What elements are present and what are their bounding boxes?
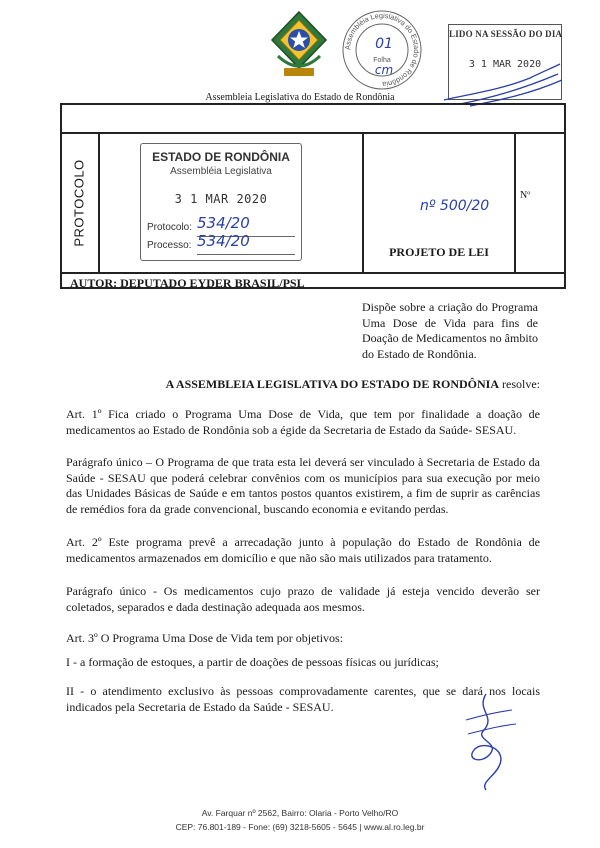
article-3-item-i: I - a formação de estoques, a partir de doações de pessoas físicas ou jurídicas; <box>66 655 439 669</box>
document-type: PROJETO DE LEI <box>389 245 489 259</box>
coat-of-arms-emblem <box>268 10 330 84</box>
folha-stamp-ring-text: Assembléia Legislativa do Estado de Rondônia <box>342 10 422 90</box>
protocolo-label: Protocolo: <box>147 222 193 233</box>
processo-underline <box>197 254 295 255</box>
protocol-stamp-date: 3 1 MAR 2020 <box>174 192 268 206</box>
frame-divider-left <box>98 132 100 273</box>
footer-address: Av. Farquar nº 2562, Bairro: Olaria - Porto Velho/RO <box>201 808 399 818</box>
preamble-rest: resolve: <box>499 377 540 391</box>
preamble-bold: A ASSEMBLEIA LEGISLATIVA DO ESTADO DE RONDÔNIA <box>165 377 499 391</box>
frame-divider-bottom <box>60 272 566 274</box>
article-1: Art. 1º Fica criado o Programa Uma Dose de Vida, que tem por finalidade a doação de medicamentos ao Estado de Rondônia sob a égide da Secretaria de Estado da Saúde- SESAU. <box>66 407 540 437</box>
folha-initials: cm <box>374 63 394 77</box>
protocol-frame <box>60 103 566 289</box>
author-line: AUTOR: DEPUTADO EYDER BRASIL/PSL <box>70 276 305 290</box>
protocol-stamp <box>140 143 302 261</box>
article-3: Art. 3º O Programa Uma Dose de Vida tem por objetivos: <box>66 631 344 645</box>
protocolo-side-text: PROTOCOLO <box>71 158 87 247</box>
lido-stamp-date: 3 1 MAR 2020 <box>468 59 542 70</box>
article-1-sole-paragraph: Parágrafo único – O Programa de que trata esta lei deverá ser vinculado à Secretaria de Estado da Saúde - SESAU que poderá celebrar convênios com os municípios para sua execução por meio das Unidades Básicas de Saúde e em tantos postos quantos existirem, a fim de suprir as carências de remédios fora da grade convencional, buscando economia e evitando perdas. <box>66 455 540 516</box>
footer-contact: CEP: 76.801-189 - Fone: (69) 3218-5605 - 5645 | www.al.ro.leg.br <box>175 822 425 832</box>
bill-number-symbol: Nº <box>520 190 531 201</box>
frame-divider-top <box>60 132 566 134</box>
protocolo-side-label <box>60 132 98 273</box>
ementa: Dispõe sobre a criação do Programa Uma Dose de Vida para fins de Doação de Medicamentos no âmbito do Estado de Rondônia. <box>362 300 538 361</box>
folha-number: 01 <box>375 36 393 52</box>
folha-label: Folha <box>373 57 391 64</box>
frame-divider-right <box>514 132 516 273</box>
institution-name: Assembleia Legislativa do Estado de Rondônia <box>205 92 395 103</box>
protocol-stamp-state: ESTADO DE RONDÔNIA <box>152 150 290 164</box>
lido-stamp-title: LIDO NA SESSÃO DO DIA <box>449 29 563 39</box>
article-2-sole-paragraph: Parágrafo único - Os medicamentos cujo prazo de validade já esteja vencido deverão ser coletados, separados e dada destinação adequada aos mesmos. <box>66 584 540 614</box>
processo-label: Processo: <box>147 240 192 251</box>
author-signature <box>456 690 526 794</box>
protocol-stamp-house: Assembléia Legislativa <box>170 166 272 177</box>
footer <box>100 806 500 834</box>
protocolo-value: 534/20 <box>197 214 250 232</box>
processo-value: 534/20 <box>197 232 250 250</box>
folha-stamp <box>340 8 424 92</box>
folha-stamp-seal <box>340 8 424 92</box>
article-3-item-ii: II - o atendimento exclusivo às pessoas comprovadamente carentes, que se dará nos locais indicados pela Secretaria de Estado da Saúde - SESAU. <box>66 684 540 714</box>
preamble <box>128 377 540 392</box>
lido-signature <box>440 60 564 108</box>
bill-number-handwritten: nº 500/20 <box>420 198 490 214</box>
article-2: Art. 2º Este programa prevê a arrecadação junto à população do Estado de Rondônia de medicamentos armazenados em domicílio e que não são mais utilizados para tratamento. <box>66 535 540 565</box>
